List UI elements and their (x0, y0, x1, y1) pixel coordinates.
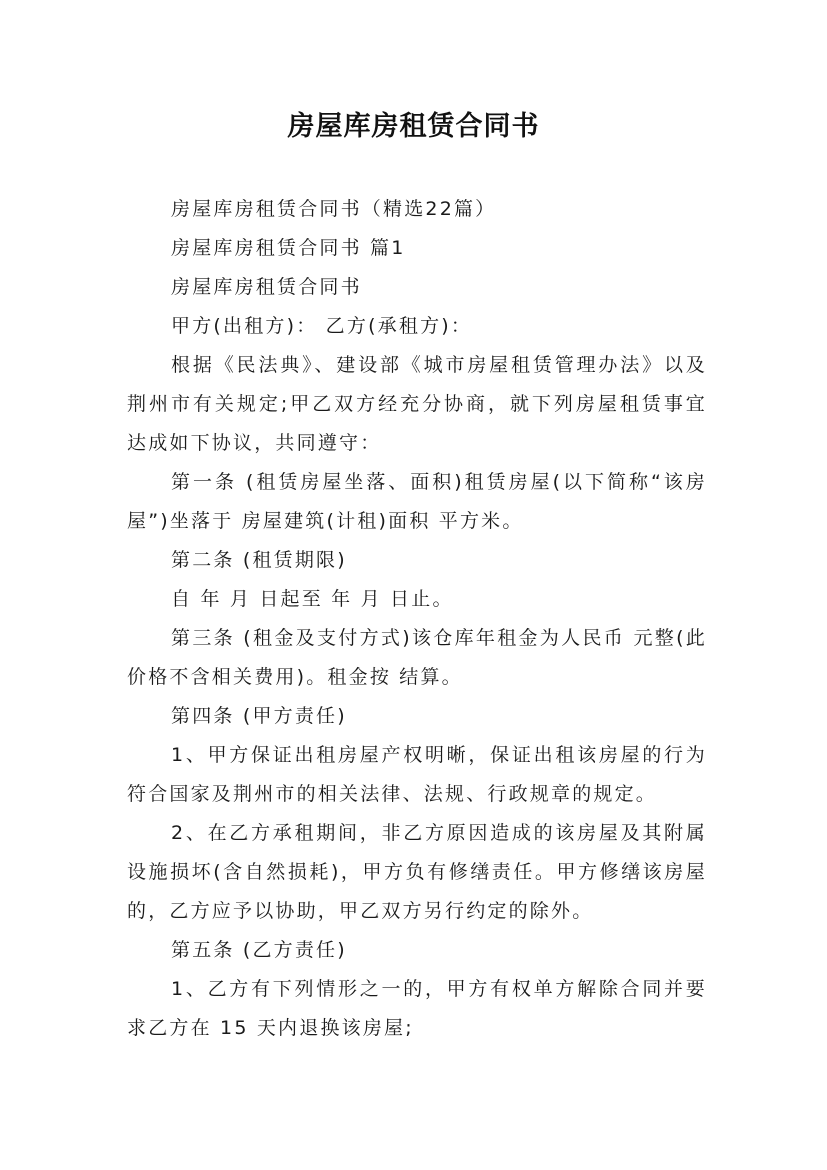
paragraph-clause-1: 第一条 (租赁房屋坐落、面积)租赁房屋(以下简称“该房屋”)坐落于 房屋建筑(计租)面积 平方米。 (127, 471, 707, 532)
document-title: 房屋库房租赁合同书 (287, 111, 540, 142)
paragraph-clause-4-heading: 第四条 (甲方责任) (171, 705, 347, 727)
paragraph-contract-title: 房屋库房租赁合同书 (171, 276, 362, 298)
paragraph-clause-2-term: 自 年 月 日起至 年 月 日止。 (171, 588, 454, 610)
paragraph-clause-5-heading: 第五条 (乙方责任) (171, 939, 347, 961)
paragraph-clause-2-heading: 第二条 (租赁期限) (171, 549, 347, 571)
paragraph-clause-3: 第三条 (租金及支付方式)该仓库年租金为人民币 元整(此价格不含相关费用)。租金按 结算。 (127, 627, 707, 688)
paragraph-clause-5-item-1: 1、乙方有下列情形之一的，甲方有权单方解除合同并要求乙方在 15 天内退换该房屋; (127, 978, 707, 1039)
paragraph-preamble: 根据《民法典》、建设部《城市房屋租赁管理办法》以及荆州市有关规定;甲乙双方经充分协商，就下列房屋租赁事宜达成如下协议，共同遵守： (127, 354, 707, 454)
paragraph-article-heading: 房屋库房租赁合同书 篇1 (171, 237, 406, 259)
paragraph-clause-4-item-2: 2、在乙方承租期间，非乙方原因造成的该房屋及其附属设施损坏(含自然损耗)，甲方负有修缮责任。甲方修缮该房屋的，乙方应予以协助，甲乙双方另行约定的除外。 (127, 822, 707, 922)
document-body (127, 190, 707, 1048)
paragraph-clause-4-item-1: 1、甲方保证出租房屋产权明晰，保证出租该房屋的行为符合国家及荆州市的相关法律、法规、行政规章的规定。 (127, 744, 707, 805)
paragraph-collection-heading: 房屋库房租赁合同书（精选22篇） (171, 198, 497, 220)
paragraph-parties: 甲方(出租方)： 乙方(承租方)： (171, 315, 473, 337)
